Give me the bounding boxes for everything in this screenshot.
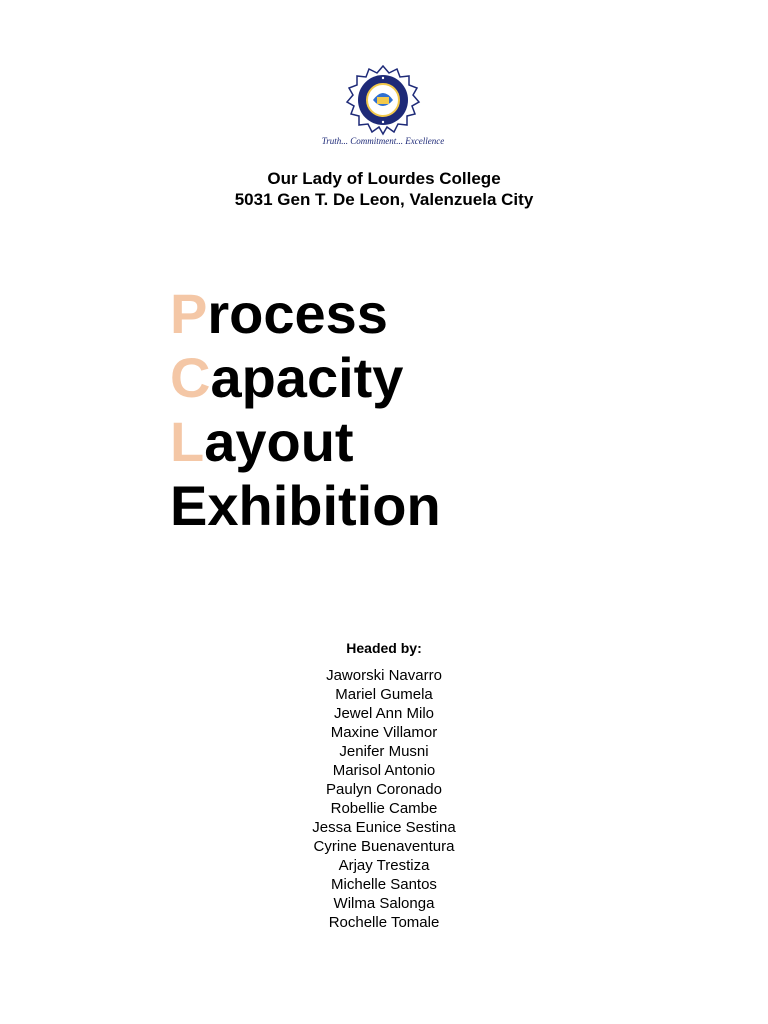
credits-heading: Headed by:: [346, 640, 422, 656]
title-initial: C: [170, 346, 211, 409]
seal-book: [377, 97, 389, 104]
member-name: Jessa Eunice Sestina: [312, 819, 456, 836]
member-name: Jaworski Navarro: [326, 667, 442, 684]
college-address: 5031 Gen T. De Leon, Valenzuela City: [234, 190, 534, 209]
title-line-process: [170, 282, 441, 346]
member-name: Jewel Ann Milo: [333, 705, 435, 722]
document-title: [170, 282, 441, 538]
title-line-layout: [170, 410, 441, 474]
title-rest: rocess: [207, 282, 388, 345]
institution-header: [0, 168, 768, 210]
seal-dot-2: [382, 121, 384, 123]
title-initial: L: [170, 410, 205, 473]
member-name: Jenifer Musni: [339, 743, 429, 760]
member-list: [0, 666, 768, 932]
title-rest: ayout: [204, 410, 354, 473]
seal-dot-1: [382, 77, 384, 79]
member-name: Arjay Trestiza: [338, 857, 430, 874]
member-name: Rochelle Tomale: [328, 914, 440, 931]
member-name: Robellie Cambe: [330, 800, 438, 817]
member-name: Wilma Salonga: [333, 895, 435, 912]
logo-motto: Truth... Commitment... Excellence: [321, 136, 445, 146]
member-name: Maxine Villamor: [330, 724, 438, 741]
credits-section: [0, 639, 768, 932]
college-name: Our Lady of Lourdes College: [267, 169, 501, 188]
member-name: Paulyn Coronado: [326, 781, 442, 798]
title-line-exhibition: [170, 474, 441, 538]
college-seal-icon: [308, 64, 458, 148]
member-name: Cyrine Buenaventura: [313, 838, 455, 855]
member-name: Mariel Gumela: [335, 686, 433, 703]
title-rest: Exhibition: [170, 474, 441, 537]
title-line-capacity: [170, 346, 441, 410]
title-initial: P: [170, 282, 208, 345]
member-name: Michelle Santos: [331, 876, 437, 893]
member-name: Marisol Antonio: [332, 762, 436, 779]
title-rest: apacity: [210, 346, 404, 409]
college-logo: [308, 64, 458, 148]
